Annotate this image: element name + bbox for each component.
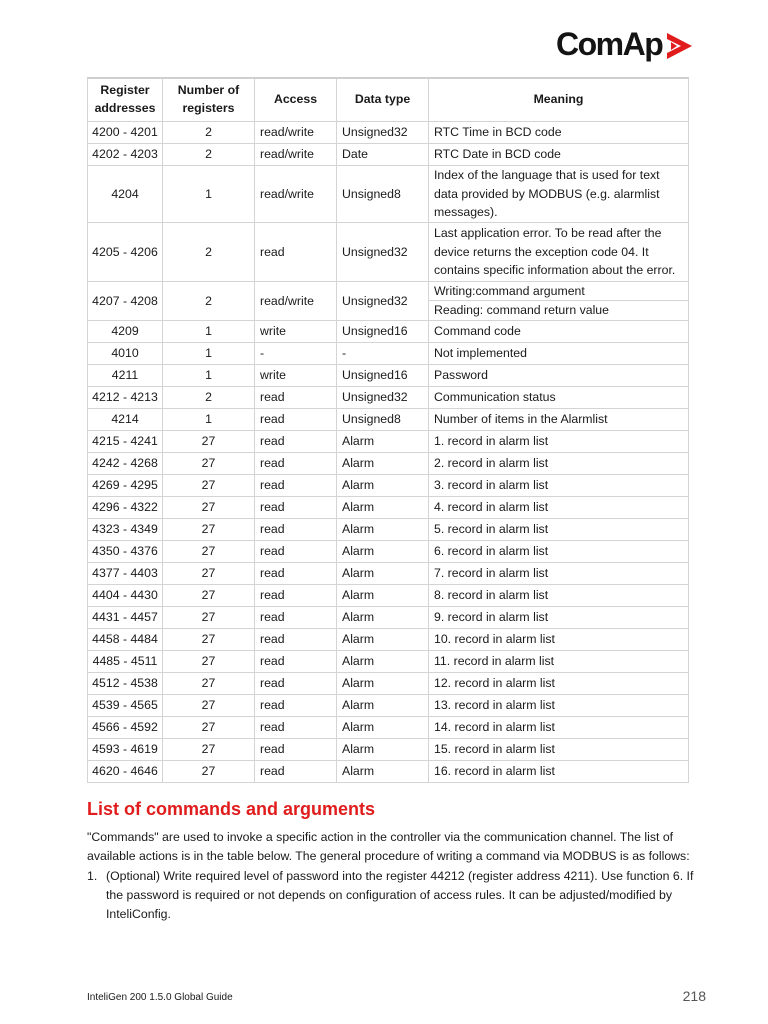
cell-register-address: 4404 - 4430: [88, 584, 163, 606]
cell-meaning: 11. record in alarm list: [429, 650, 689, 672]
cell-meaning: RTC Date in BCD code: [429, 144, 689, 166]
table-row: [88, 122, 689, 144]
cell-access: read: [255, 562, 337, 584]
cell-meaning: 15. record in alarm list: [429, 738, 689, 760]
cell-data-type: Unsigned8: [337, 166, 429, 223]
table-row: [88, 320, 689, 342]
cell-register-address: 4377 - 4403: [88, 562, 163, 584]
table-row: [88, 430, 689, 452]
cell-access: write: [255, 320, 337, 342]
cell-access: read: [255, 496, 337, 518]
cell-access: read: [255, 386, 337, 408]
cell-access: read: [255, 430, 337, 452]
cell-number-of-registers: 27: [163, 716, 255, 738]
header-register-addresses: Register addresses: [88, 78, 163, 122]
table-row: [88, 584, 689, 606]
cell-number-of-registers: 2: [163, 122, 255, 144]
cell-number-of-registers: 27: [163, 430, 255, 452]
cell-number-of-registers: 27: [163, 584, 255, 606]
header-meaning: Meaning: [429, 78, 689, 122]
cell-register-address: 4202 - 4203: [88, 144, 163, 166]
table-row: [88, 386, 689, 408]
cell-register-address: 4215 - 4241: [88, 430, 163, 452]
cell-register-address: 4485 - 4511: [88, 650, 163, 672]
cell-meaning: 16. record in alarm list: [429, 760, 689, 782]
cell-meaning: 10. record in alarm list: [429, 628, 689, 650]
cell-access: read: [255, 694, 337, 716]
cell-register-address: 4211: [88, 364, 163, 386]
cell-meaning: 4. record in alarm list: [429, 496, 689, 518]
cell-register-address: 4593 - 4619: [88, 738, 163, 760]
cell-meaning: Index of the language that is used for text data provided by MODBUS (e.g. alarmlist messages).: [429, 166, 689, 223]
cell-access: read: [255, 540, 337, 562]
cell-data-type: Alarm: [337, 760, 429, 782]
cell-register-address: 4620 - 4646: [88, 760, 163, 782]
cell-access: -: [255, 342, 337, 364]
cell-meaning: Number of items in the Alarmlist: [429, 408, 689, 430]
cell-register-address: 4010: [88, 342, 163, 364]
cell-access: read: [255, 474, 337, 496]
cell-register-address: 4458 - 4484: [88, 628, 163, 650]
cell-data-type: Alarm: [337, 628, 429, 650]
table-row: [88, 452, 689, 474]
table-row: [88, 694, 689, 716]
cell-number-of-registers: 2: [163, 223, 255, 282]
cell-access: read/write: [255, 122, 337, 144]
cell-number-of-registers: 1: [163, 364, 255, 386]
table-row: [88, 166, 689, 223]
table-row: [88, 540, 689, 562]
cell-access: read: [255, 606, 337, 628]
cell-data-type: Alarm: [337, 430, 429, 452]
section-title: List of commands and arguments: [87, 799, 376, 819]
cell-data-type: Alarm: [337, 606, 429, 628]
cell-data-type: Unsigned16: [337, 320, 429, 342]
cell-meaning: Communication status: [429, 386, 689, 408]
cell-register-address: 4539 - 4565: [88, 694, 163, 716]
table-row: [88, 738, 689, 760]
cell-data-type: Alarm: [337, 584, 429, 606]
cell-register-address: 4242 - 4268: [88, 452, 163, 474]
step-item: [87, 867, 707, 924]
cell-data-type: Unsigned16: [337, 364, 429, 386]
cell-meaning: Writing:command argument: [429, 282, 689, 301]
cell-access: read/write: [255, 144, 337, 166]
cell-data-type: Alarm: [337, 672, 429, 694]
cell-access: read: [255, 650, 337, 672]
cell-number-of-registers: 2: [163, 386, 255, 408]
table-row: [88, 650, 689, 672]
table-row: [88, 223, 689, 282]
table-header-row: [88, 78, 689, 122]
cell-data-type: Alarm: [337, 496, 429, 518]
cell-number-of-registers: 1: [163, 320, 255, 342]
cell-register-address: 4431 - 4457: [88, 606, 163, 628]
cell-access: read: [255, 716, 337, 738]
table-row: [88, 364, 689, 386]
cell-data-type: Unsigned8: [337, 408, 429, 430]
cell-meaning: 8. record in alarm list: [429, 584, 689, 606]
cell-access: read: [255, 628, 337, 650]
cell-access: read: [255, 584, 337, 606]
cell-data-type: Unsigned32: [337, 282, 429, 321]
cell-number-of-registers: 27: [163, 694, 255, 716]
header-number-of-registers: Number of registers: [163, 78, 255, 122]
cell-number-of-registers: 27: [163, 452, 255, 474]
table-row: [88, 672, 689, 694]
cell-access: read: [255, 452, 337, 474]
cell-register-address: 4296 - 4322: [88, 496, 163, 518]
cell-data-type: Alarm: [337, 738, 429, 760]
cell-access: read/write: [255, 282, 337, 321]
cell-meaning: Last application error. To be read after the device returns the exception code 04. It contains specific information about the error.: [429, 223, 689, 282]
cell-meaning: 7. record in alarm list: [429, 562, 689, 584]
cell-data-type: Date: [337, 144, 429, 166]
cell-data-type: Alarm: [337, 452, 429, 474]
cell-number-of-registers: 27: [163, 760, 255, 782]
table-row: [88, 496, 689, 518]
cell-data-type: Alarm: [337, 474, 429, 496]
cell-register-address: 4204: [88, 166, 163, 223]
cell-meaning: 13. record in alarm list: [429, 694, 689, 716]
table-row: [88, 760, 689, 782]
cell-meaning: RTC Time in BCD code: [429, 122, 689, 144]
footer-doc-title: InteliGen 200 1.5.0 Global Guide: [87, 992, 233, 1003]
cell-meaning: Command code: [429, 320, 689, 342]
cell-number-of-registers: 1: [163, 166, 255, 223]
register-table: [87, 77, 689, 783]
table-row: [88, 606, 689, 628]
cell-data-type: Alarm: [337, 562, 429, 584]
cell-data-type: Unsigned32: [337, 223, 429, 282]
cell-access: read/write: [255, 166, 337, 223]
cell-number-of-registers: 1: [163, 408, 255, 430]
cell-register-address: 4200 - 4201: [88, 122, 163, 144]
cell-register-address: 4212 - 4213: [88, 386, 163, 408]
cell-register-address: 4214: [88, 408, 163, 430]
cell-meaning: 12. record in alarm list: [429, 672, 689, 694]
cell-data-type: -: [337, 342, 429, 364]
cell-number-of-registers: 27: [163, 650, 255, 672]
cell-number-of-registers: 27: [163, 540, 255, 562]
cell-number-of-registers: 27: [163, 518, 255, 540]
cell-access: read: [255, 408, 337, 430]
cell-register-address: 4512 - 4538: [88, 672, 163, 694]
cell-access: read: [255, 223, 337, 282]
cell-access: read: [255, 738, 337, 760]
cell-meaning: 1. record in alarm list: [429, 430, 689, 452]
cell-number-of-registers: 2: [163, 144, 255, 166]
table-row: [88, 474, 689, 496]
table-row: [88, 628, 689, 650]
cell-number-of-registers: 27: [163, 562, 255, 584]
cell-data-type: Unsigned32: [337, 386, 429, 408]
header-data-type: Data type: [337, 78, 429, 122]
cell-data-type: Alarm: [337, 518, 429, 540]
table-row: [88, 144, 689, 166]
cell-access: read: [255, 760, 337, 782]
cell-register-address: 4566 - 4592: [88, 716, 163, 738]
step-text: (Optional) Write required level of password into the register 44212 (register address 4211). Use function 6. If the password is required or not depends on configuration of access rules. It can be adjusted/modified by InteliConfig.: [106, 869, 694, 921]
table-row: [88, 716, 689, 738]
cell-register-address: 4205 - 4206: [88, 223, 163, 282]
logo-arrow-icon: [664, 31, 694, 61]
cell-meaning: 5. record in alarm list: [429, 518, 689, 540]
table-row: [88, 282, 689, 301]
table-row: [88, 562, 689, 584]
cell-meaning: Password: [429, 364, 689, 386]
cell-number-of-registers: 27: [163, 672, 255, 694]
cell-meaning: Not implemented: [429, 342, 689, 364]
cell-data-type: Alarm: [337, 540, 429, 562]
logo-text: ComAp: [556, 25, 663, 62]
cell-meaning: 3. record in alarm list: [429, 474, 689, 496]
cell-register-address: 4269 - 4295: [88, 474, 163, 496]
comap-logo: [556, 24, 694, 64]
table-row: [88, 518, 689, 540]
cell-number-of-registers: 27: [163, 496, 255, 518]
cell-data-type: Unsigned32: [337, 122, 429, 144]
header-access: Access: [255, 78, 337, 122]
table-row: [88, 342, 689, 364]
cell-number-of-registers: 27: [163, 606, 255, 628]
cell-access: read: [255, 518, 337, 540]
step-number: 1.: [87, 869, 98, 883]
cell-register-address: 4209: [88, 320, 163, 342]
cell-data-type: Alarm: [337, 716, 429, 738]
cell-meaning: 14. record in alarm list: [429, 716, 689, 738]
cell-access: read: [255, 672, 337, 694]
cell-meaning: 2. record in alarm list: [429, 452, 689, 474]
cell-number-of-registers: 27: [163, 474, 255, 496]
cell-data-type: Alarm: [337, 650, 429, 672]
section-paragraph: "Commands" are used to invoke a specific action in the controller via the communication channel. The list of available actions is in the table below. The general procedure of writing a command via MODBUS is as follows:: [87, 830, 690, 863]
cell-register-address: 4350 - 4376: [88, 540, 163, 562]
cell-meaning: 6. record in alarm list: [429, 540, 689, 562]
cell-meaning: 9. record in alarm list: [429, 606, 689, 628]
cell-number-of-registers: 27: [163, 628, 255, 650]
cell-register-address: 4207 - 4208: [88, 282, 163, 321]
cell-meaning: Reading: command return value: [429, 301, 689, 320]
cell-number-of-registers: 1: [163, 342, 255, 364]
table-row: [88, 408, 689, 430]
cell-data-type: Alarm: [337, 694, 429, 716]
cell-number-of-registers: 27: [163, 738, 255, 760]
footer-page-number: 218: [682, 988, 706, 1004]
cell-number-of-registers: 2: [163, 282, 255, 321]
cell-access: write: [255, 364, 337, 386]
cell-register-address: 4323 - 4349: [88, 518, 163, 540]
